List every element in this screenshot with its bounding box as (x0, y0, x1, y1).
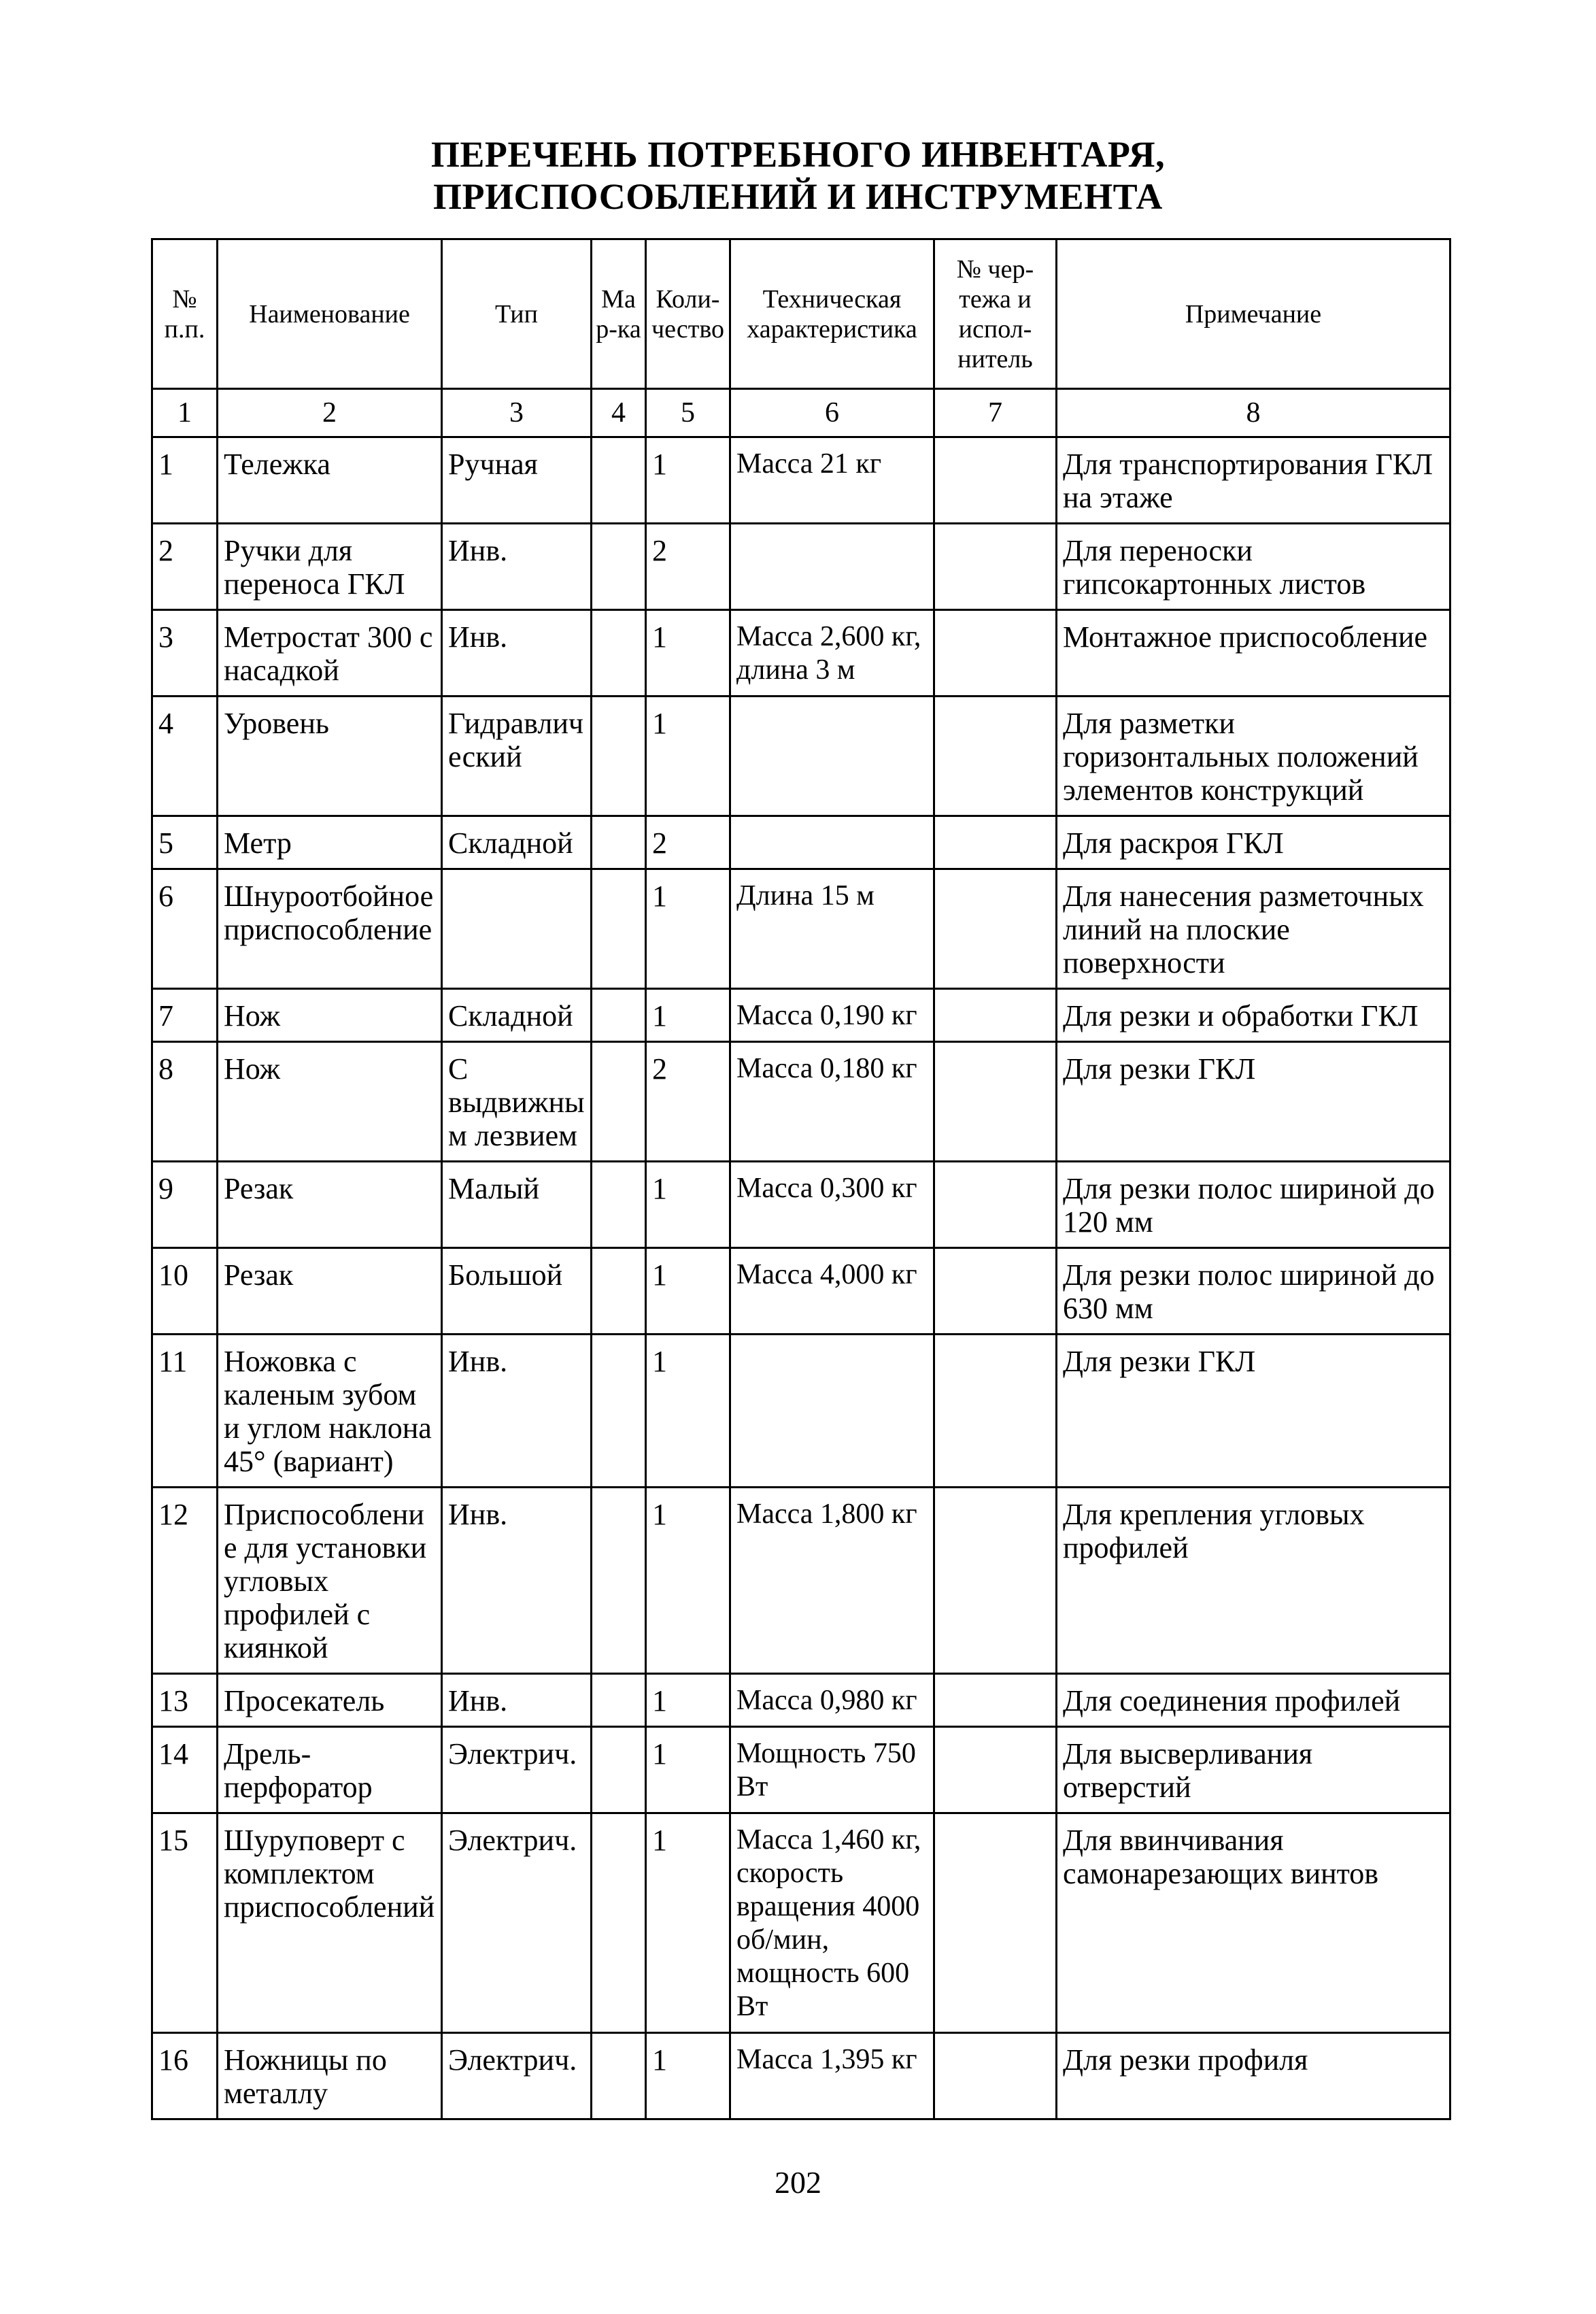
row-number: 5 (152, 816, 218, 869)
item-brand (592, 1488, 646, 1674)
item-type: Инв. (442, 1488, 592, 1674)
item-quantity: 2 (646, 816, 730, 869)
item-drawing (934, 1042, 1057, 1162)
table-row (152, 1162, 1450, 1248)
item-brand (592, 816, 646, 869)
item-type: Электрич. (442, 1727, 592, 1813)
table-row (152, 1813, 1450, 2033)
item-quantity: 1 (646, 1488, 730, 1674)
item-type: Инв. (442, 1335, 592, 1488)
title-line-1: ПЕРЕЧЕНЬ ПОТРЕБНОГО ИНВЕНТАРЯ, (430, 134, 1166, 175)
row-number: 10 (152, 1248, 218, 1335)
table-row (152, 869, 1450, 989)
row-number: 14 (152, 1727, 218, 1813)
table-row (152, 1042, 1450, 1162)
item-name: Ручки для переноса ГКЛ (218, 524, 442, 610)
item-spec: Масса 21 кг (730, 437, 934, 524)
item-spec: Масса 4,000 кг (730, 1248, 934, 1335)
item-drawing (934, 1674, 1057, 1727)
column-number: 2 (218, 389, 442, 437)
item-note: Монтажное приспособление (1057, 610, 1450, 697)
header-cell-name: Наименование (218, 239, 442, 389)
header-cell-brand: Мар-ка (592, 239, 646, 389)
item-name: Ножницы по металлу (218, 2033, 442, 2119)
item-type: Складной (442, 816, 592, 869)
row-number: 11 (152, 1335, 218, 1488)
item-brand (592, 437, 646, 524)
header-cell-num: № п.п. (152, 239, 218, 389)
item-note: Для соединения профилей (1057, 1674, 1450, 1727)
header-cell-qty: Коли-чество (646, 239, 730, 389)
item-note: Для разметки горизонтальных положений элементов конструкций (1057, 697, 1450, 816)
item-type: Большой (442, 1248, 592, 1335)
item-brand (592, 1248, 646, 1335)
header-row (152, 239, 1450, 389)
column-number: 3 (442, 389, 592, 437)
item-name: Просекатель (218, 1674, 442, 1727)
row-number: 16 (152, 2033, 218, 2119)
item-name: Дрель-перфоратор (218, 1727, 442, 1813)
item-drawing (934, 437, 1057, 524)
item-drawing (934, 816, 1057, 869)
item-drawing (934, 2033, 1057, 2119)
item-spec: Масса 0,980 кг (730, 1674, 934, 1727)
item-type: Инв. (442, 1674, 592, 1727)
item-quantity: 1 (646, 1248, 730, 1335)
item-spec: Масса 0,300 кг (730, 1162, 934, 1248)
item-spec (730, 1335, 934, 1488)
item-drawing (934, 697, 1057, 816)
table-row (152, 437, 1450, 524)
item-spec: Масса 0,190 кг (730, 989, 934, 1042)
item-name: Резак (218, 1248, 442, 1335)
item-type: Ручная (442, 437, 592, 524)
column-number: 1 (152, 389, 218, 437)
item-quantity: 1 (646, 1162, 730, 1248)
item-spec (730, 816, 934, 869)
item-type (442, 869, 592, 989)
table-row (152, 1727, 1450, 1813)
item-type: Электрич. (442, 1813, 592, 2033)
item-type: Малый (442, 1162, 592, 1248)
table-row (152, 524, 1450, 610)
table-row (152, 697, 1450, 816)
page-title (0, 133, 1596, 218)
item-brand (592, 869, 646, 989)
item-drawing (934, 1727, 1057, 1813)
item-type: Складной (442, 989, 592, 1042)
item-note: Для резки ГКЛ (1057, 1042, 1450, 1162)
title-line-2: ПРИСПОСОБЛЕНИЙ И ИНСТРУМЕНТА (433, 176, 1163, 217)
item-type: Электрич. (442, 2033, 592, 2119)
item-note: Для крепления угловых профилей (1057, 1488, 1450, 1674)
row-number: 12 (152, 1488, 218, 1674)
header-cell-type: Тип (442, 239, 592, 389)
table-row (152, 610, 1450, 697)
item-brand (592, 1674, 646, 1727)
item-drawing (934, 524, 1057, 610)
header-cell-spec: Техническая характеристика (730, 239, 934, 389)
item-brand (592, 1727, 646, 1813)
item-name: Нож (218, 1042, 442, 1162)
item-drawing (934, 1488, 1057, 1674)
table-row (152, 1674, 1450, 1727)
item-spec: Масса 1,460 кг, скорость вращения 4000 об/мин, мощность 600 Вт (730, 1813, 934, 2033)
item-note: Для резки ГКЛ (1057, 1335, 1450, 1488)
item-note: Для ввинчивания самонарезающих винтов (1057, 1813, 1450, 2033)
item-spec: Масса 1,395 кг (730, 2033, 934, 2119)
item-name: Тележка (218, 437, 442, 524)
column-number: 6 (730, 389, 934, 437)
item-name: Ножовка с каленым зубом и углом наклона 45° (вариант) (218, 1335, 442, 1488)
table-row (152, 1248, 1450, 1335)
inventory-table (151, 238, 1451, 2120)
header-cell-drawing: № чер-тежа и испол-нитель (934, 239, 1057, 389)
item-name: Метростат 300 с насадкой (218, 610, 442, 697)
row-number: 7 (152, 989, 218, 1042)
row-number: 6 (152, 869, 218, 989)
item-note: Для нанесения разметочных линий на плоские поверхности (1057, 869, 1450, 989)
item-name: Шнуроотбойное приспособление (218, 869, 442, 989)
item-drawing (934, 610, 1057, 697)
row-number: 13 (152, 1674, 218, 1727)
item-brand (592, 1813, 646, 2033)
header-cell-note: Примечание (1057, 239, 1450, 389)
item-quantity: 1 (646, 869, 730, 989)
item-brand (592, 697, 646, 816)
item-note: Для транспортирования ГКЛ на этаже (1057, 437, 1450, 524)
item-drawing (934, 1813, 1057, 2033)
item-note: Для резки и обработки ГКЛ (1057, 989, 1450, 1042)
item-type: С выдвижным лезвием (442, 1042, 592, 1162)
item-spec: Масса 2,600 кг, длина 3 м (730, 610, 934, 697)
item-quantity: 1 (646, 1335, 730, 1488)
item-quantity: 1 (646, 1727, 730, 1813)
item-quantity: 1 (646, 610, 730, 697)
column-number: 7 (934, 389, 1057, 437)
item-spec: Мощность 750 Вт (730, 1727, 934, 1813)
item-note: Для высверливания отверстий (1057, 1727, 1450, 1813)
item-note: Для переноски гипсокартонных листов (1057, 524, 1450, 610)
item-quantity: 1 (646, 1813, 730, 2033)
item-quantity: 1 (646, 989, 730, 1042)
item-spec: Масса 1,800 кг (730, 1488, 934, 1674)
item-name: Уровень (218, 697, 442, 816)
item-quantity: 1 (646, 437, 730, 524)
row-number: 2 (152, 524, 218, 610)
item-brand (592, 524, 646, 610)
item-brand (592, 2033, 646, 2119)
item-brand (592, 1335, 646, 1488)
item-name: Резак (218, 1162, 442, 1248)
item-quantity: 1 (646, 697, 730, 816)
item-type: Гидравлический (442, 697, 592, 816)
item-name: Метр (218, 816, 442, 869)
item-spec (730, 697, 934, 816)
item-note: Для резки полос шириной до 630 мм (1057, 1248, 1450, 1335)
column-number: 4 (592, 389, 646, 437)
item-quantity: 1 (646, 1674, 730, 1727)
column-number: 8 (1057, 389, 1450, 437)
table-row (152, 989, 1450, 1042)
row-number: 15 (152, 1813, 218, 2033)
item-drawing (934, 1248, 1057, 1335)
row-number: 3 (152, 610, 218, 697)
item-brand (592, 1042, 646, 1162)
item-drawing (934, 1335, 1057, 1488)
item-note: Для раскроя ГКЛ (1057, 816, 1450, 869)
table-row (152, 1335, 1450, 1488)
table-row (152, 816, 1450, 869)
table-header (152, 239, 1450, 389)
item-drawing (934, 989, 1057, 1042)
table-body (152, 389, 1450, 2119)
row-number: 4 (152, 697, 218, 816)
row-number: 9 (152, 1162, 218, 1248)
item-name: Приспособление для установки угловых профилей с киянкой (218, 1488, 442, 1674)
item-name: Шуруповерт с комплектом приспособлений (218, 1813, 442, 2033)
item-spec: Длина 15 м (730, 869, 934, 989)
item-brand (592, 610, 646, 697)
page-number: 202 (775, 2165, 821, 2200)
item-brand (592, 1162, 646, 1248)
row-number: 8 (152, 1042, 218, 1162)
item-drawing (934, 1162, 1057, 1248)
item-note: Для резки полос шириной до 120 мм (1057, 1162, 1450, 1248)
item-name: Нож (218, 989, 442, 1042)
item-type: Инв. (442, 524, 592, 610)
item-spec (730, 524, 934, 610)
item-quantity: 2 (646, 524, 730, 610)
table-row (152, 2033, 1450, 2119)
table-row (152, 1488, 1450, 1674)
column-number: 5 (646, 389, 730, 437)
item-quantity: 2 (646, 1042, 730, 1162)
row-number: 1 (152, 437, 218, 524)
item-quantity: 1 (646, 2033, 730, 2119)
column-numbering-row (152, 389, 1450, 437)
item-spec: Масса 0,180 кг (730, 1042, 934, 1162)
item-note: Для резки профиля (1057, 2033, 1450, 2119)
item-drawing (934, 869, 1057, 989)
item-type: Инв. (442, 610, 592, 697)
item-brand (592, 989, 646, 1042)
